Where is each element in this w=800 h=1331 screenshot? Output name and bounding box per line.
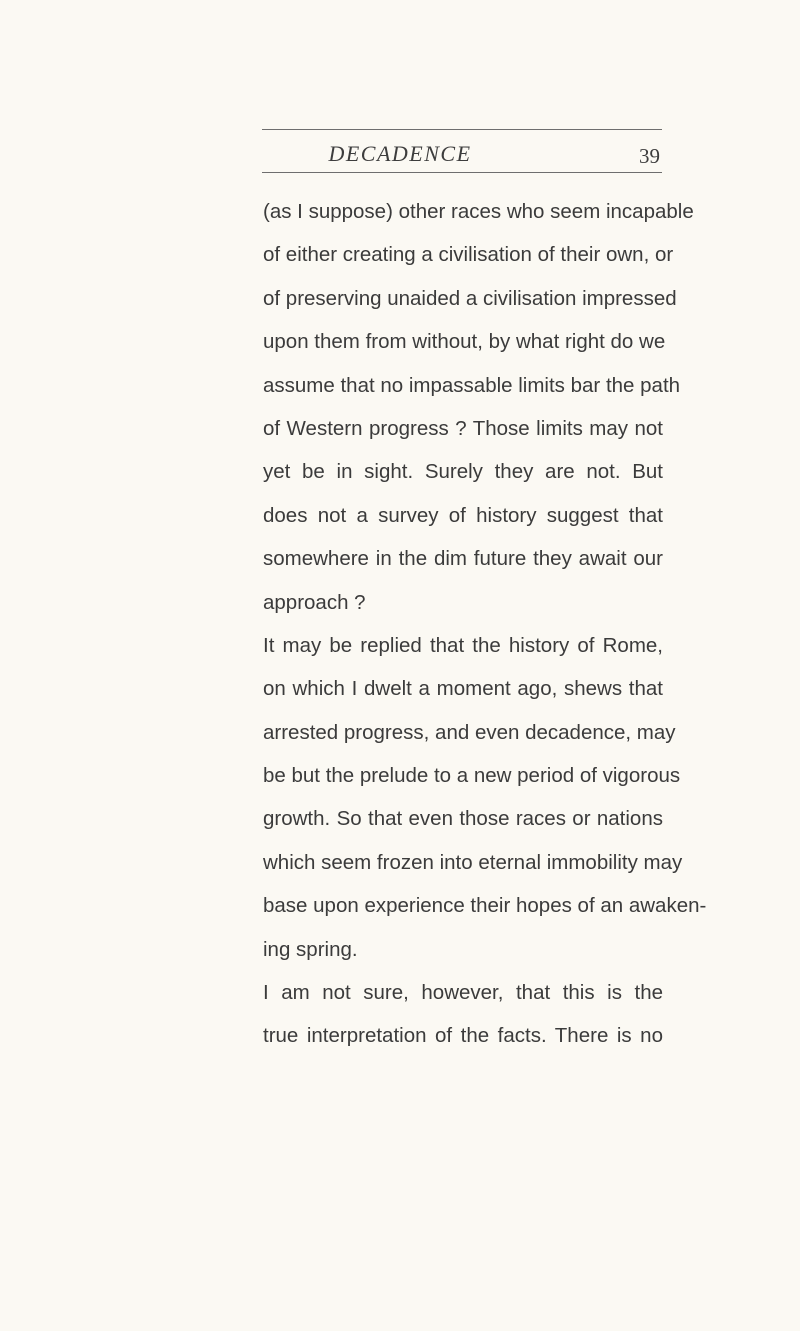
text-line: arrested progress, and even decadence, may <box>263 720 676 744</box>
text-line: approach ? <box>263 590 366 614</box>
text-line: be but the prelude to a new period of vigorous <box>263 764 681 788</box>
header-top-rule <box>262 129 662 130</box>
text-line: ing spring. <box>263 937 358 961</box>
text-line: upon them from without, by what right do we <box>263 330 666 354</box>
text-line: on which I dwelt a moment ago, shews that <box>263 677 663 701</box>
text-line: growth. So that even those races or nations <box>263 807 663 831</box>
text-line: true interpretation of the facts. There is no <box>263 1024 663 1048</box>
text-line: assume that no impassable limits bar the path <box>263 373 681 397</box>
text-line: which seem frozen into eternal immobility may <box>263 850 683 874</box>
header-bottom-rule <box>262 172 662 173</box>
text-line: somewhere in the dim future they await our <box>263 547 663 571</box>
page-number: 39 <box>639 144 660 168</box>
text-line: (as I suppose) other races who seem incapable <box>263 200 694 223</box>
running-title: DECADENCE <box>328 141 472 166</box>
text-line: does not a survey of history suggest that <box>263 503 663 527</box>
text-line: yet be in sight. Surely they are not. But <box>263 460 663 484</box>
body-text <box>263 190 707 1058</box>
text-line: It may be replied that the history of Rome, <box>263 633 663 657</box>
text-line: I am not sure, however, that this is the <box>263 981 663 1005</box>
text-line: of Western progress ? Those limits may not <box>263 416 663 440</box>
text-line: of either creating a civilisation of their own, or <box>263 243 674 267</box>
text-line: of preserving unaided a civilisation impressed <box>263 286 677 310</box>
text-line: base upon experience their hopes of an awaken- <box>263 894 707 918</box>
